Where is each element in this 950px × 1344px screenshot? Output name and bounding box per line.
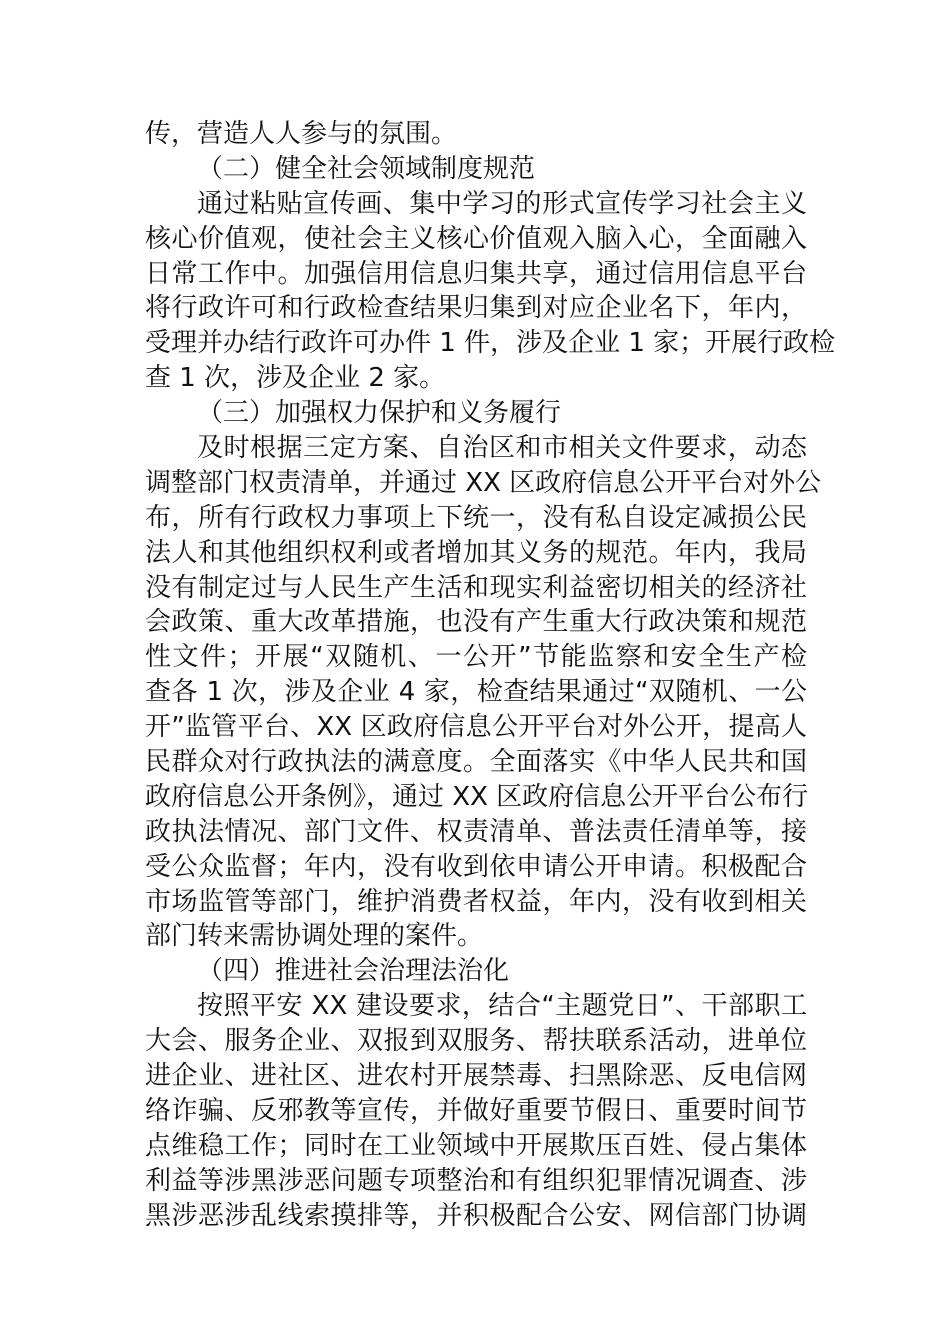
section-heading: （三）加强权力保护和义务履行: [197, 398, 562, 429]
paragraph-line: 调整部门权责清单，并通过 XX 区政府信息公开平台对外公: [145, 467, 822, 498]
section-heading: （四）推进社会治理法治化: [197, 956, 510, 987]
paragraph-line: 民群众对行政执法的满意度。全面落实《中华人民共和国: [145, 747, 807, 778]
paragraph-line: 传，营造人人参与的氛围。: [145, 119, 458, 149]
paragraph-line: 政府信息公开条例》，通过 XX 区政府信息公开平台公布行: [145, 781, 809, 812]
paragraph-line: 核心价值观，使社会主义核心价值观入脑入心，全面融入: [145, 223, 807, 254]
paragraph-line: 查各 1 次，涉及企业 4 家，检查结果通过“双随机、一公: [145, 677, 807, 708]
paragraph-line: 按照平安 XX 建设要求，结合“主题党日”、干部职工: [197, 991, 807, 1022]
section-heading: （二）健全社会领域制度规范: [197, 153, 536, 184]
paragraph-line: 及时根据三定方案、自治区和市相关文件要求，动态: [197, 433, 807, 464]
document-body: [145, 117, 836, 1234]
paragraph-line: 利益等涉黑涉恶问题专项整治和有组织犯罪情况调查、涉: [145, 1165, 807, 1196]
paragraph-line: 日常工作中。加强信用信息归集共享，通过信用信息平台: [145, 258, 807, 289]
paragraph-line: 政执法情况、部门文件、权责清单、普法责任清单等，接: [145, 816, 807, 847]
paragraph-line: 通过粘贴宣传画、集中学习的形式宣传学习社会主义: [197, 188, 807, 219]
paragraph-line: 没有制定过与人民生产生活和现实利益密切相关的经济社: [145, 572, 807, 603]
paragraph-line: 大会、服务企业、双报到双服务、帮扶联系活动，进单位: [145, 1026, 807, 1057]
paragraph-line: 性文件；开展“双随机、一公开”节能监察和安全生产检: [145, 642, 807, 673]
paragraph-line: 受公众监督；年内，没有收到依申请公开申请。积极配合: [145, 851, 807, 882]
paragraph-line: 黑涉恶涉乱线索摸排等，并积极配合公安、网信部门协调: [145, 1200, 807, 1231]
paragraph-line: 布，所有行政权力事项上下统一，没有私自设定减损公民: [145, 502, 807, 533]
paragraph-line: 开”监管平台、XX 区政府信息公开平台对外公开，提高人: [145, 712, 807, 743]
paragraph-line: 进企业、进社区、进农村开展禁毒、扫黑除恶、反电信网: [145, 1061, 807, 1092]
paragraph-line: 受理并办结行政许可办件 1 件，涉及企业 1 家；开展行政检: [145, 328, 836, 359]
paragraph-line: 将行政许可和行政检查结果归集到对应企业名下，年内，: [145, 293, 807, 324]
paragraph-line: 查 1 次，涉及企业 2 家。: [145, 363, 446, 394]
paragraph-line: 法人和其他组织权利或者增加其义务的规范。年内，我局: [145, 537, 807, 568]
paragraph-line: 会政策、重大改革措施，也没有产生重大行政决策和规范: [145, 607, 807, 638]
paragraph-line: 部门转来需协调处理的案件。: [145, 921, 484, 952]
paragraph-line: 市场监管等部门，维护消费者权益，年内，没有收到相关: [145, 886, 807, 917]
paragraph-line: 络诈骗、反邪教等宣传，并做好重要节假日、重要时间节: [145, 1095, 807, 1126]
paragraph-line: 点维稳工作；同时在工业领域中开展欺压百姓、侵占集体: [145, 1130, 807, 1161]
